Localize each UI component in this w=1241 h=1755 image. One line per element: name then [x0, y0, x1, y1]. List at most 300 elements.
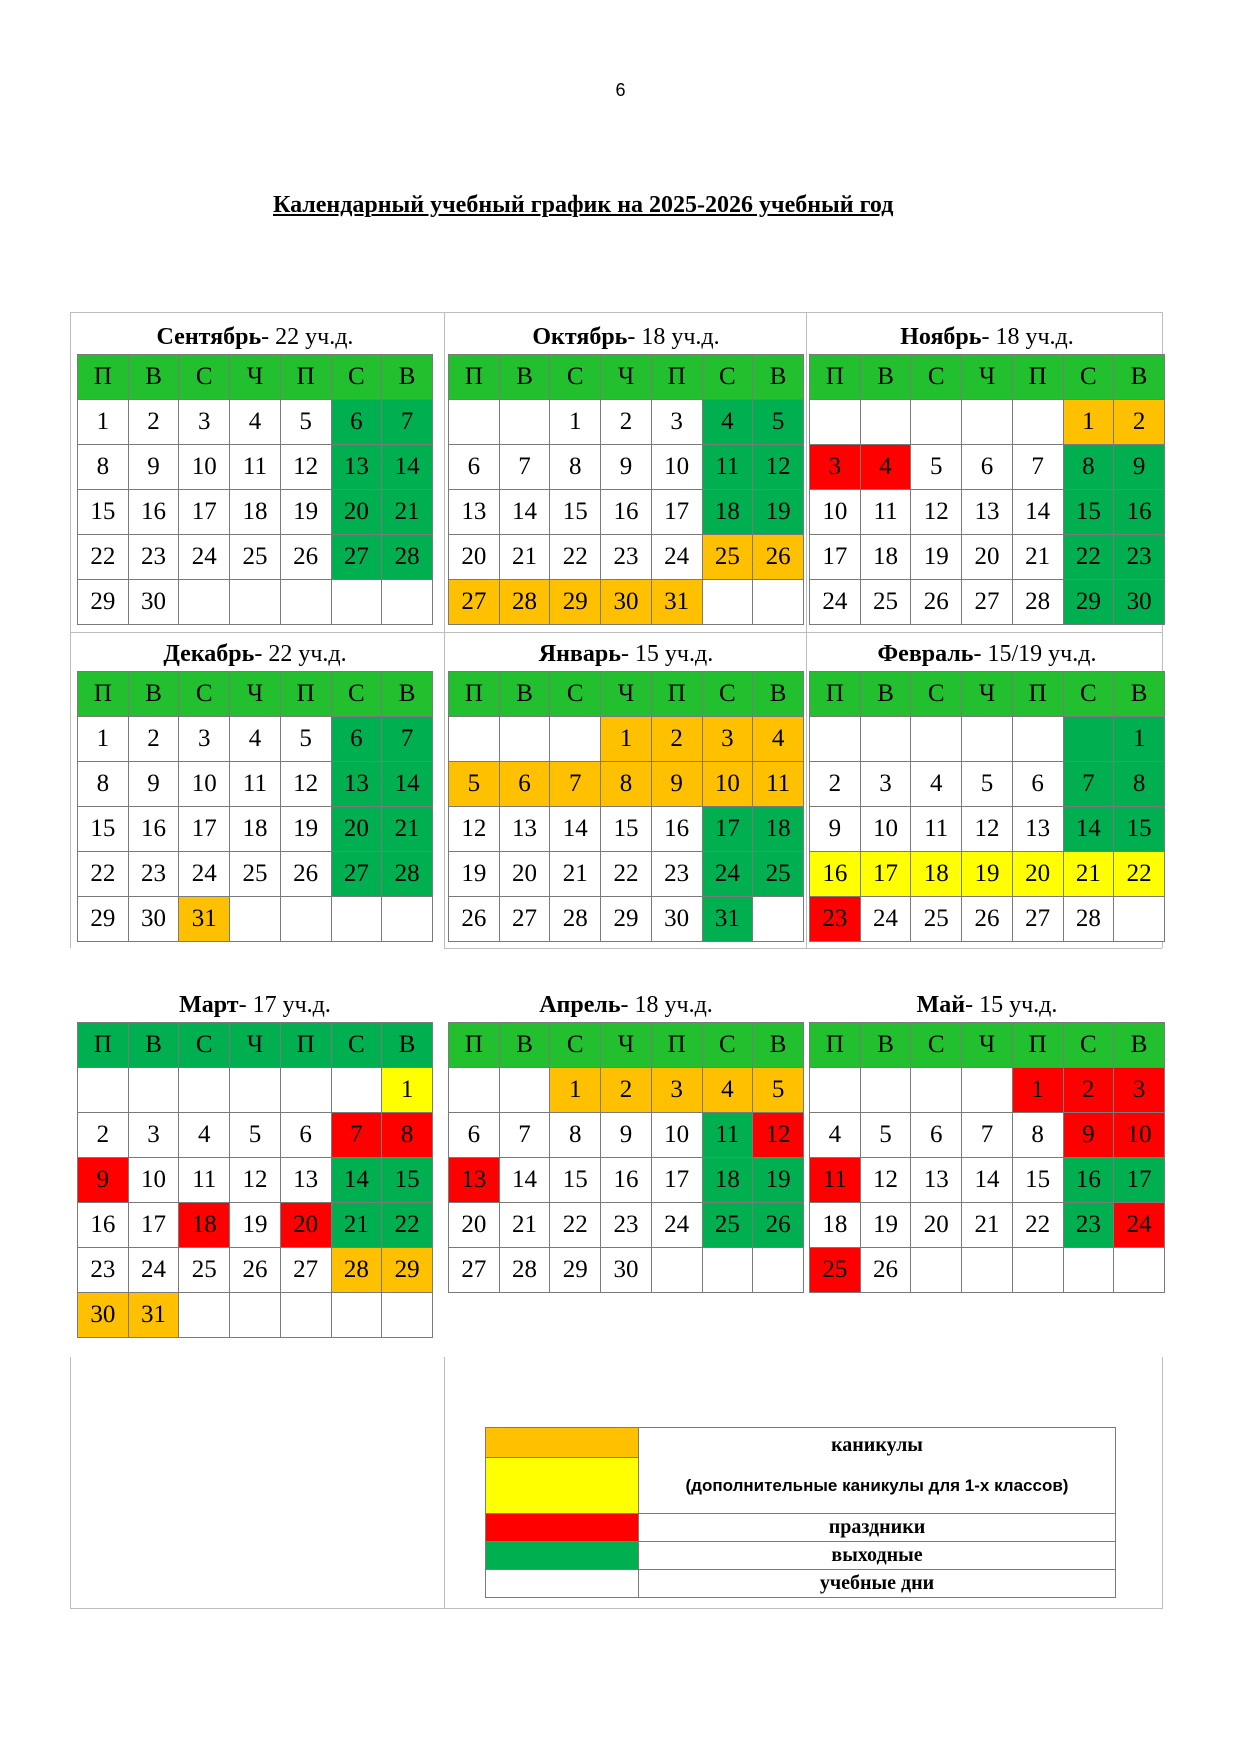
month-name: Май — [916, 992, 966, 1018]
weekday-header-row — [449, 672, 804, 717]
day-cell — [651, 1248, 702, 1293]
day-cell: 6 — [499, 762, 550, 807]
day-cell: 5 — [753, 400, 804, 445]
day-cell: 27 — [449, 580, 500, 625]
weekday-header-row — [449, 355, 804, 400]
month-grid — [448, 671, 804, 942]
day-cell: 30 — [601, 1248, 652, 1293]
frame-line — [70, 1608, 1162, 1609]
day-cell — [1012, 717, 1063, 762]
month-september — [77, 318, 433, 625]
day-cell: 7 — [331, 1113, 382, 1158]
frame-line — [70, 312, 1162, 313]
week-row — [449, 852, 804, 897]
day-cell: 7 — [1012, 445, 1063, 490]
day-cell: 3 — [651, 1068, 702, 1113]
day-cell — [382, 580, 433, 625]
weekday-header: П — [651, 1023, 702, 1068]
day-cell: 19 — [753, 490, 804, 535]
day-cell: 17 — [702, 807, 753, 852]
day-cell: 28 — [331, 1248, 382, 1293]
day-cell: 11 — [702, 1113, 753, 1158]
day-cell: 27 — [331, 852, 382, 897]
weekday-header: С — [911, 1023, 962, 1068]
weekday-header: В — [753, 355, 804, 400]
week-row — [78, 1293, 433, 1338]
day-cell — [179, 1068, 230, 1113]
day-cell: 16 — [810, 852, 861, 897]
week-row — [78, 1158, 433, 1203]
day-cell: 29 — [78, 580, 129, 625]
weekday-header: С — [331, 355, 382, 400]
day-cell: 11 — [860, 490, 911, 535]
day-cell: 23 — [1114, 535, 1165, 580]
day-cell: 14 — [499, 1158, 550, 1203]
day-cell — [382, 1293, 433, 1338]
day-cell — [810, 717, 861, 762]
day-cell: 2 — [651, 717, 702, 762]
weekday-header: С — [179, 355, 230, 400]
weekday-header: В — [128, 355, 179, 400]
day-cell: 7 — [962, 1113, 1013, 1158]
legend-label-extra-vacation: (дополнительные каникулы для 1-х классов) — [685, 1476, 1069, 1495]
day-cell: 17 — [179, 490, 230, 535]
day-cell: 28 — [499, 1248, 550, 1293]
day-cell — [1012, 1248, 1063, 1293]
day-cell — [962, 1068, 1013, 1113]
day-cell: 8 — [78, 762, 129, 807]
day-cell — [499, 1068, 550, 1113]
month-grid — [809, 1022, 1165, 1293]
week-row — [78, 897, 433, 942]
day-cell: 26 — [911, 580, 962, 625]
weekday-header: С — [911, 355, 962, 400]
day-cell — [179, 1293, 230, 1338]
day-cell: 28 — [499, 580, 550, 625]
day-cell: 22 — [78, 535, 129, 580]
day-cell — [550, 717, 601, 762]
weekday-header: В — [1114, 672, 1165, 717]
day-cell: 27 — [962, 580, 1013, 625]
month-title — [448, 635, 804, 671]
week-row — [78, 580, 433, 625]
weekday-header: Ч — [601, 355, 652, 400]
month-name: Февраль — [877, 641, 974, 667]
week-row — [449, 717, 804, 762]
weekday-header-row — [449, 1023, 804, 1068]
day-cell: 1 — [78, 717, 129, 762]
day-cell: 5 — [860, 1113, 911, 1158]
weekday-header: С — [550, 672, 601, 717]
day-cell: 4 — [179, 1113, 230, 1158]
day-cell — [810, 1068, 861, 1113]
day-cell — [962, 400, 1013, 445]
day-cell — [962, 717, 1013, 762]
day-cell: 10 — [651, 1113, 702, 1158]
weekday-header: В — [860, 355, 911, 400]
weekday-header: С — [1063, 355, 1114, 400]
day-cell: 6 — [1012, 762, 1063, 807]
day-cell: 23 — [601, 535, 652, 580]
day-cell: 26 — [230, 1248, 281, 1293]
day-cell: 14 — [499, 490, 550, 535]
day-cell: 26 — [753, 535, 804, 580]
day-cell: 18 — [810, 1203, 861, 1248]
day-cell: 2 — [1114, 400, 1165, 445]
day-cell: 13 — [499, 807, 550, 852]
day-cell — [753, 897, 804, 942]
weekday-header: С — [1063, 1023, 1114, 1068]
day-cell — [911, 717, 962, 762]
day-cell: 5 — [449, 762, 500, 807]
weekday-header: С — [702, 672, 753, 717]
day-cell: 13 — [449, 490, 500, 535]
day-cell: 14 — [1063, 807, 1114, 852]
day-cell: 7 — [382, 717, 433, 762]
month-school-days: - 15 уч.д. — [620, 641, 714, 667]
day-cell: 27 — [1012, 897, 1063, 942]
day-cell: 23 — [601, 1203, 652, 1248]
day-cell: 21 — [382, 807, 433, 852]
week-row — [810, 1113, 1165, 1158]
day-cell — [911, 1248, 962, 1293]
day-cell: 3 — [1114, 1068, 1165, 1113]
weekday-header: П — [449, 355, 500, 400]
month-grid — [448, 354, 804, 625]
day-cell: 25 — [810, 1248, 861, 1293]
day-cell: 28 — [1063, 897, 1114, 942]
day-cell: 5 — [230, 1113, 281, 1158]
weekday-header: С — [179, 1023, 230, 1068]
day-cell: 22 — [1114, 852, 1165, 897]
day-cell: 22 — [550, 535, 601, 580]
legend-swatch-extra-vacation — [486, 1458, 639, 1514]
weekday-header: В — [382, 1023, 433, 1068]
weekday-header: Ч — [962, 1023, 1013, 1068]
weekday-header: В — [499, 672, 550, 717]
weekday-header: С — [702, 1023, 753, 1068]
day-cell: 16 — [651, 807, 702, 852]
day-cell: 6 — [449, 1113, 500, 1158]
day-cell: 31 — [128, 1293, 179, 1338]
day-cell: 10 — [860, 807, 911, 852]
day-cell: 12 — [753, 445, 804, 490]
weekday-header: В — [753, 1023, 804, 1068]
day-cell — [230, 897, 281, 942]
weekday-header: П — [280, 1023, 331, 1068]
day-cell: 24 — [810, 580, 861, 625]
month-title — [77, 986, 433, 1022]
day-cell — [702, 580, 753, 625]
day-cell — [78, 1068, 129, 1113]
day-cell: 20 — [449, 535, 500, 580]
week-row — [810, 717, 1165, 762]
weekday-header: С — [911, 672, 962, 717]
day-cell: 23 — [1063, 1203, 1114, 1248]
day-cell: 17 — [1114, 1158, 1165, 1203]
day-cell: 16 — [1114, 490, 1165, 535]
day-cell: 22 — [382, 1203, 433, 1248]
day-cell: 14 — [382, 762, 433, 807]
day-cell: 13 — [449, 1158, 500, 1203]
week-row — [449, 762, 804, 807]
week-row — [449, 897, 804, 942]
day-cell — [449, 1068, 500, 1113]
week-row — [449, 580, 804, 625]
day-cell: 13 — [331, 445, 382, 490]
day-cell: 12 — [962, 807, 1013, 852]
day-cell: 5 — [962, 762, 1013, 807]
day-cell: 29 — [601, 897, 652, 942]
month-january — [448, 635, 804, 942]
day-cell: 11 — [230, 445, 281, 490]
legend-swatch-vacation — [486, 1428, 639, 1458]
week-row — [78, 1068, 433, 1113]
day-cell — [753, 580, 804, 625]
week-row — [78, 807, 433, 852]
day-cell: 1 — [78, 400, 129, 445]
day-cell: 25 — [860, 580, 911, 625]
day-cell: 21 — [962, 1203, 1013, 1248]
day-cell — [280, 1293, 331, 1338]
day-cell: 21 — [499, 1203, 550, 1248]
day-cell: 22 — [601, 852, 652, 897]
day-cell: 16 — [78, 1203, 129, 1248]
day-cell: 3 — [702, 717, 753, 762]
month-name: Апрель — [539, 992, 621, 1018]
day-cell: 1 — [1063, 400, 1114, 445]
day-cell: 21 — [1012, 535, 1063, 580]
day-cell: 26 — [753, 1203, 804, 1248]
month-name: Март — [179, 992, 239, 1018]
day-cell: 24 — [860, 897, 911, 942]
month-school-days: - 18 уч.д. — [620, 992, 713, 1018]
week-row — [78, 490, 433, 535]
day-cell: 6 — [331, 717, 382, 762]
day-cell: 18 — [230, 490, 281, 535]
day-cell: 3 — [810, 445, 861, 490]
week-row — [810, 580, 1165, 625]
day-cell: 2 — [601, 1068, 652, 1113]
day-cell: 21 — [550, 852, 601, 897]
legend-swatch-holidays — [486, 1514, 639, 1542]
day-cell: 11 — [179, 1158, 230, 1203]
day-cell: 29 — [550, 1248, 601, 1293]
day-cell: 4 — [230, 400, 281, 445]
frame-line — [70, 312, 71, 948]
day-cell — [860, 717, 911, 762]
day-cell: 25 — [753, 852, 804, 897]
weekday-header: П — [1012, 672, 1063, 717]
day-cell: 25 — [179, 1248, 230, 1293]
day-cell: 15 — [550, 1158, 601, 1203]
day-cell: 19 — [860, 1203, 911, 1248]
day-cell: 3 — [860, 762, 911, 807]
day-cell: 27 — [449, 1248, 500, 1293]
day-cell — [810, 400, 861, 445]
day-cell: 7 — [499, 1113, 550, 1158]
day-cell: 18 — [860, 535, 911, 580]
day-cell: 1 — [550, 400, 601, 445]
day-cell: 7 — [550, 762, 601, 807]
day-cell — [962, 1248, 1013, 1293]
weekday-header-row — [78, 355, 433, 400]
month-may — [809, 986, 1165, 1293]
day-cell: 24 — [651, 535, 702, 580]
month-november — [809, 318, 1165, 625]
day-cell — [499, 717, 550, 762]
day-cell: 8 — [78, 445, 129, 490]
weekday-header: С — [331, 672, 382, 717]
day-cell — [230, 580, 281, 625]
day-cell: 21 — [1063, 852, 1114, 897]
week-row — [449, 807, 804, 852]
frame-line — [806, 312, 807, 948]
day-cell: 6 — [911, 1113, 962, 1158]
day-cell: 23 — [651, 852, 702, 897]
weekday-header-row — [78, 1023, 433, 1068]
legend-label-weekends: выходные — [639, 1542, 1116, 1570]
week-row — [810, 1248, 1165, 1293]
day-cell: 30 — [78, 1293, 129, 1338]
document-title: Календарный учебный график на 2025-2026 учебный год — [273, 192, 894, 218]
day-cell: 8 — [550, 445, 601, 490]
day-cell: 15 — [78, 807, 129, 852]
day-cell: 10 — [179, 762, 230, 807]
week-row — [449, 1248, 804, 1293]
week-row — [78, 445, 433, 490]
day-cell: 4 — [230, 717, 281, 762]
day-cell: 17 — [651, 490, 702, 535]
day-cell: 15 — [78, 490, 129, 535]
week-row — [810, 445, 1165, 490]
day-cell: 11 — [230, 762, 281, 807]
day-cell: 25 — [702, 535, 753, 580]
day-cell: 28 — [1012, 580, 1063, 625]
month-school-days: - 17 уч.д. — [238, 992, 331, 1018]
month-october — [448, 318, 804, 625]
day-cell: 5 — [280, 400, 331, 445]
day-cell: 8 — [382, 1113, 433, 1158]
month-school-days: - 22 уч.д. — [254, 641, 347, 667]
day-cell: 19 — [230, 1203, 281, 1248]
day-cell: 22 — [1063, 535, 1114, 580]
weekday-header: П — [78, 1023, 129, 1068]
day-cell — [1063, 717, 1114, 762]
day-cell — [702, 1248, 753, 1293]
day-cell: 26 — [280, 535, 331, 580]
legend-label-vacation: каникулы — [831, 1434, 923, 1456]
month-grid — [77, 671, 433, 942]
week-row — [78, 717, 433, 762]
day-cell: 10 — [179, 445, 230, 490]
day-cell: 23 — [810, 897, 861, 942]
day-cell: 19 — [280, 490, 331, 535]
day-cell — [1114, 1248, 1165, 1293]
week-row — [449, 1068, 804, 1113]
day-cell — [449, 717, 500, 762]
day-cell: 22 — [1012, 1203, 1063, 1248]
day-cell: 30 — [1114, 580, 1165, 625]
day-cell: 20 — [911, 1203, 962, 1248]
day-cell: 24 — [179, 535, 230, 580]
weekday-header-row — [78, 672, 433, 717]
day-cell — [449, 400, 500, 445]
day-cell: 13 — [1012, 807, 1063, 852]
weekday-header: П — [280, 355, 331, 400]
day-cell: 8 — [550, 1113, 601, 1158]
day-cell: 6 — [449, 445, 500, 490]
day-cell: 15 — [1114, 807, 1165, 852]
month-school-days: - 18 уч.д. — [627, 324, 720, 350]
week-row — [810, 400, 1165, 445]
day-cell: 12 — [280, 445, 331, 490]
weekday-header: П — [810, 672, 861, 717]
week-row — [810, 490, 1165, 535]
day-cell: 9 — [1063, 1113, 1114, 1158]
day-cell: 12 — [860, 1158, 911, 1203]
weekday-header: П — [78, 672, 129, 717]
day-cell: 15 — [382, 1158, 433, 1203]
day-cell: 14 — [382, 445, 433, 490]
month-april — [448, 986, 804, 1293]
day-cell: 12 — [230, 1158, 281, 1203]
day-cell: 21 — [331, 1203, 382, 1248]
week-row — [78, 1203, 433, 1248]
day-cell: 20 — [449, 1203, 500, 1248]
weekday-header: Ч — [962, 355, 1013, 400]
day-cell: 2 — [601, 400, 652, 445]
day-cell: 9 — [78, 1158, 129, 1203]
day-cell — [1012, 400, 1063, 445]
day-cell: 17 — [860, 852, 911, 897]
week-row — [449, 490, 804, 535]
month-grid — [809, 354, 1165, 625]
frame-line — [1162, 1357, 1163, 1609]
day-cell: 6 — [280, 1113, 331, 1158]
weekday-header: П — [449, 1023, 500, 1068]
week-row — [449, 1113, 804, 1158]
day-cell: 16 — [128, 807, 179, 852]
day-cell: 23 — [78, 1248, 129, 1293]
day-cell: 2 — [78, 1113, 129, 1158]
month-title — [809, 635, 1165, 671]
weekday-header: В — [860, 1023, 911, 1068]
day-cell: 13 — [331, 762, 382, 807]
day-cell: 10 — [810, 490, 861, 535]
day-cell: 19 — [911, 535, 962, 580]
day-cell: 13 — [911, 1158, 962, 1203]
day-cell: 4 — [753, 717, 804, 762]
day-cell — [382, 897, 433, 942]
week-row — [810, 807, 1165, 852]
day-cell: 8 — [1114, 762, 1165, 807]
day-cell: 15 — [1012, 1158, 1063, 1203]
day-cell: 11 — [911, 807, 962, 852]
day-cell: 21 — [382, 490, 433, 535]
day-cell — [911, 1068, 962, 1113]
day-cell — [230, 1293, 281, 1338]
weekday-header-row — [810, 1023, 1165, 1068]
month-title — [448, 986, 804, 1022]
week-row — [78, 1113, 433, 1158]
day-cell: 1 — [1012, 1068, 1063, 1113]
frame-line — [70, 1357, 71, 1609]
weekday-header: П — [651, 672, 702, 717]
day-cell — [331, 1068, 382, 1113]
day-cell: 18 — [702, 1158, 753, 1203]
weekday-header-row — [810, 672, 1165, 717]
